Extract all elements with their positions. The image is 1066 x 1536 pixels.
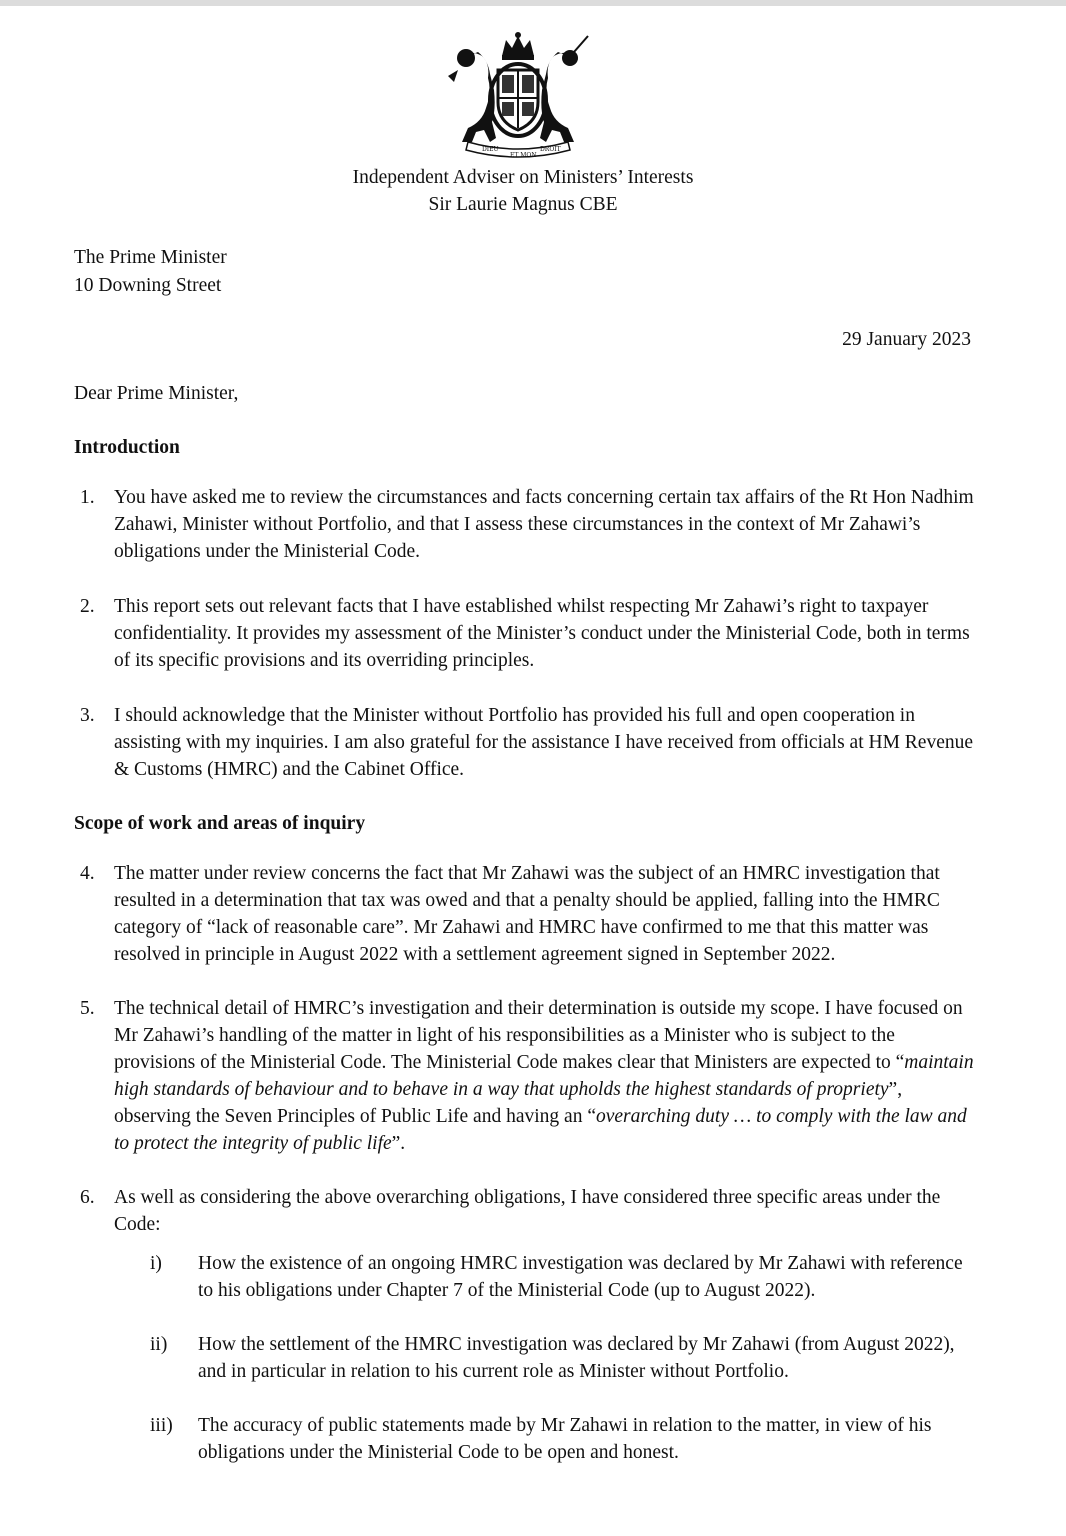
office-title: Independent Adviser on Ministers’ Interests <box>352 167 694 188</box>
paragraph-number: 3. <box>80 705 95 726</box>
paragraph-number: 4. <box>80 863 95 884</box>
royal-coat-of-arms-icon <box>438 30 598 160</box>
paragraph-3 <box>74 702 974 783</box>
crest-motto-bottom: ET MON <box>510 152 537 159</box>
sub-item <box>150 1250 980 1304</box>
paragraph-6 <box>74 1184 974 1238</box>
sub-item-number: i) <box>150 1253 162 1274</box>
sub-item-number: iii) <box>150 1415 173 1436</box>
page-top-border <box>0 0 1066 6</box>
paragraph-4 <box>74 860 974 968</box>
section-heading-scope: Scope of work and areas of inquiry <box>74 813 366 834</box>
paragraph-5 <box>74 995 974 1157</box>
paragraph-text: This report sets out relevant facts that I have established whilst respecting Mr Zahawi’s right to taxpayer confidentiality. It provides my assessment of the Minister’s conduct under the Ministerial Code, both in terms of its specific provisions and its overriding principles. <box>114 596 970 671</box>
sub-item-number: ii) <box>150 1334 168 1355</box>
paragraph-2 <box>74 593 974 674</box>
paragraph-number: 5. <box>80 998 95 1019</box>
sub-item-text: The accuracy of public statements made by Mr Zahawi in relation to the matter, in view of his obligations under the Ministerial Code to be open and honest. <box>198 1415 932 1463</box>
recipient-line-2: 10 Downing Street <box>74 275 222 296</box>
paragraph-text: The matter under review concerns the fact that Mr Zahawi was the subject of an HMRC investigation that resulted in a determination that tax was owed and that a penalty should be applied, falling into the HMRC category of “lack of reasonable care”. Mr Zahawi and HMRC have confirmed to me that this matter was resolved in principle in August 2022 with a settlement agreement signed in September 2022. <box>114 863 940 965</box>
paragraph-text <box>114 995 974 1157</box>
section-heading-introduction: Introduction <box>74 437 180 458</box>
paragraph-number: 6. <box>80 1187 95 1208</box>
paragraph-text: As well as considering the above overarching obligations, I have considered three specific areas under the Code: <box>114 1187 941 1235</box>
code-quotation: overarching duty … to comply with the law and to protect the integrity of public life <box>114 1106 967 1154</box>
paragraph-text-part: ”, observing the Seven Principles of Public Life and having an “ <box>114 1079 903 1127</box>
salutation: Dear Prime Minister, <box>74 383 239 404</box>
sub-item-text: How the existence of an ongoing HMRC investigation was declared by Mr Zahawi with reference to his obligations under Chapter 7 of the Ministerial Code (up to August 2022). <box>198 1253 963 1301</box>
sub-item <box>150 1331 980 1385</box>
paragraph-number: 2. <box>80 596 95 617</box>
paragraph-1 <box>74 484 974 565</box>
paragraph-text-part: The technical detail of HMRC’s investigation and their determination is outside my scope. I have focused on Mr Zahawi’s handling of the matter in light of his responsibilities as a Minister who is subject to the provisions of the Ministerial Code. The Ministerial Code makes clear that Ministers are expected to “ <box>114 998 963 1073</box>
crest-motto-right: DROIT <box>540 146 561 153</box>
paragraph-text: I should acknowledge that the Minister without Portfolio has provided his full and open cooperation in assisting with my inquiries. I am also grateful for the assistance I have received from officials at HM Revenue & Customs (HMRC) and the Cabinet Office. <box>114 705 974 780</box>
adviser-name: Sir Laurie Magnus CBE <box>428 194 618 215</box>
paragraph-text: You have asked me to review the circumstances and facts concerning certain tax affairs of the Rt Hon Nadhim Zahawi, Minister without Portfolio, and that I assess these circumstances in the context of Mr Zahawi’s obligations under the Ministerial Code. <box>114 487 974 562</box>
code-quotation: maintain high standards of behaviour and to behave in a way that upholds the highest standards of propriety <box>114 1052 974 1100</box>
paragraph-number: 1. <box>80 487 95 508</box>
recipient-address <box>74 244 227 300</box>
sub-item <box>150 1412 980 1466</box>
sub-item-text: How the settlement of the HMRC investigation was declared by Mr Zahawi (from August 2022), and in particular in relation to his current role as Minister without Portfolio. <box>198 1334 955 1382</box>
crest-motto-left: DIEU <box>482 146 499 153</box>
letterhead <box>0 164 1046 218</box>
recipient-line-1: The Prime Minister <box>74 247 227 268</box>
paragraph-text-part: ”. <box>391 1133 406 1154</box>
letter-date: 29 January 2023 <box>842 329 971 350</box>
